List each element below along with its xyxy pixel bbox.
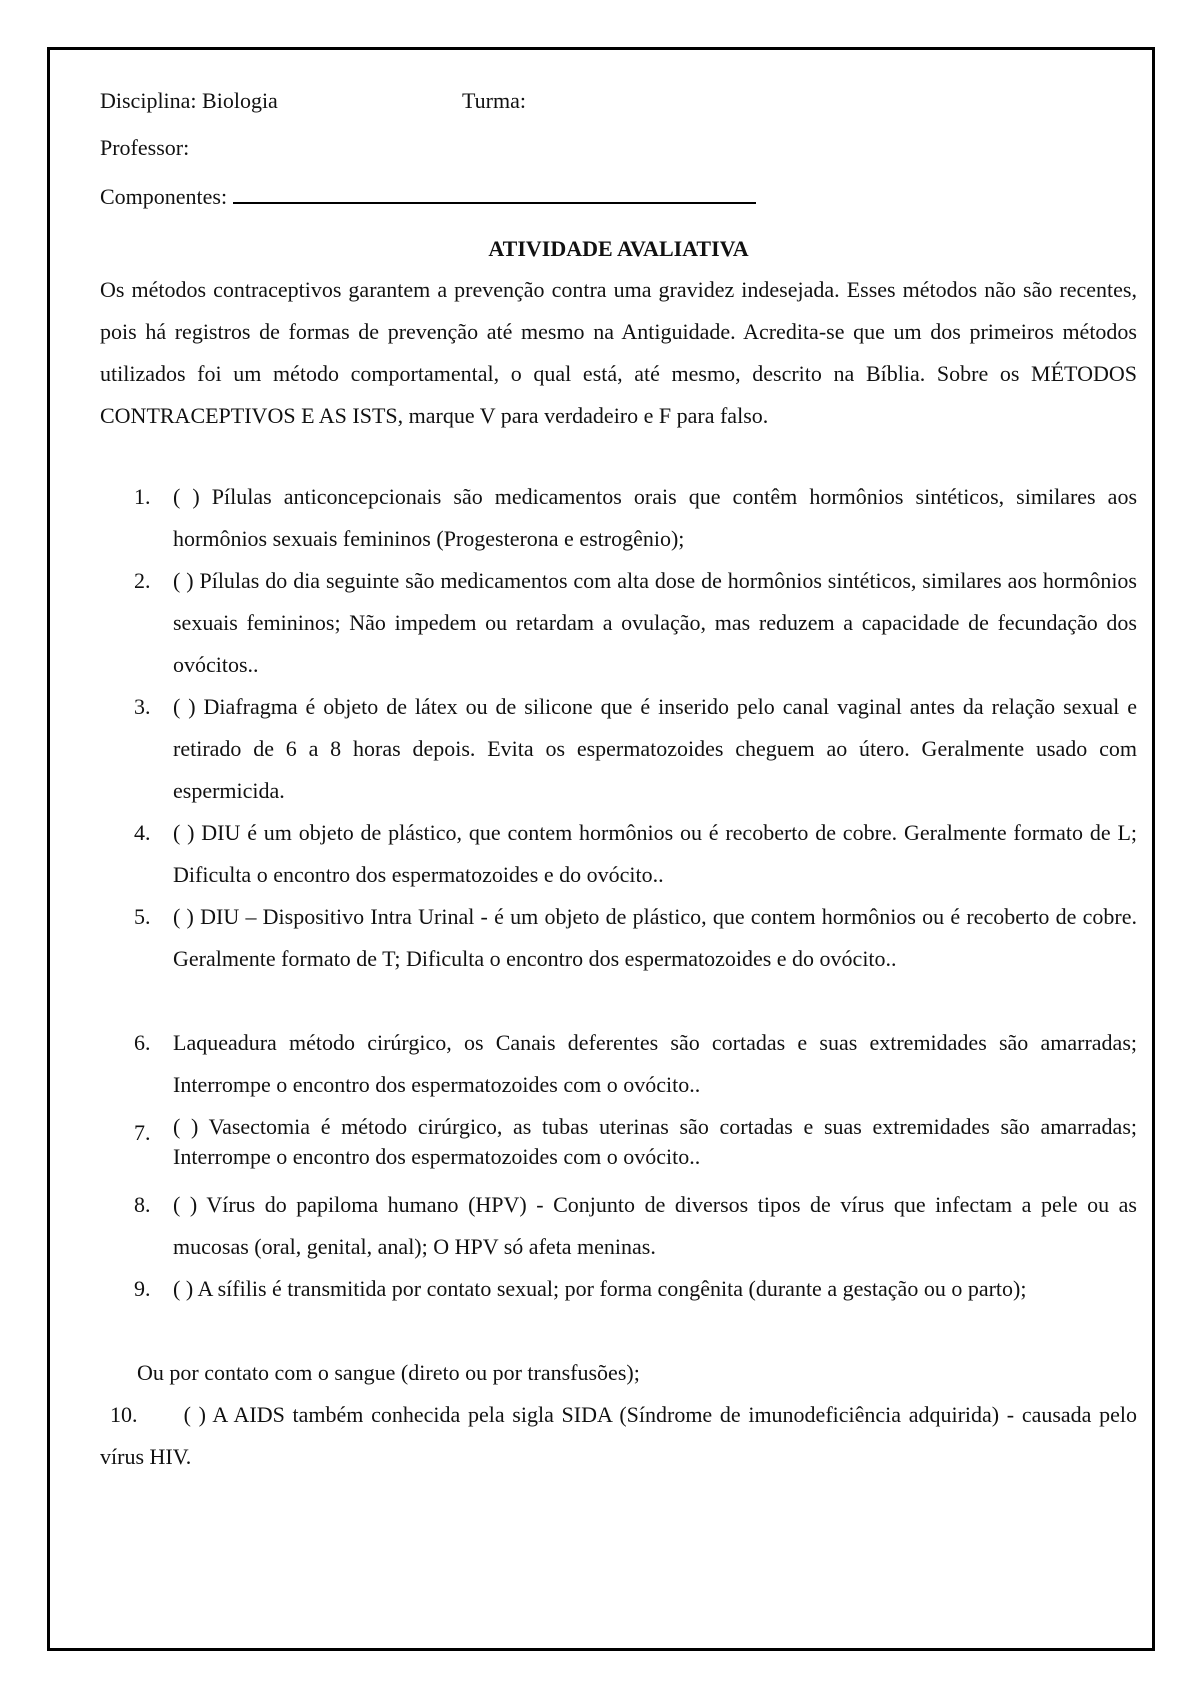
question-number: 3. bbox=[134, 694, 151, 719]
question-text: ( ) Vírus do papiloma humano (HPV) - Conjunto de diversos tipos de vírus que infectam a pele ou as mucosas (oral, genital, anal); O HPV só afeta meninas. bbox=[173, 1192, 1137, 1259]
question-number: 10. bbox=[110, 1402, 138, 1427]
professor-line bbox=[100, 133, 189, 163]
question-number: 7. bbox=[134, 1120, 151, 1145]
professor-label: Professor: bbox=[100, 135, 190, 160]
question-number: 9. bbox=[134, 1276, 151, 1301]
question-text: ( ) Pílulas anticoncepcionais são medicamentos orais que contêm hormônios sintéticos, similares aos hormônios sexuais femininos (Progesterona e estrogênio); bbox=[173, 484, 1137, 551]
question-number: 1. bbox=[134, 484, 151, 509]
question-text: Laqueadura método cirúrgico, os Canais deferentes são cortadas e suas extremidades são amarradas; Interrompe o encontro dos espermatozoides com o ovócito.. bbox=[173, 1030, 1137, 1097]
componentes-label: Componentes: bbox=[100, 184, 228, 209]
question-text: ( ) Vasectomia é método cirúrgico, as tubas uterinas são cortadas e suas extremidades são amarradas; Interrompe o encontro dos espermatozoides com o ovócito.. bbox=[173, 1114, 1137, 1169]
continuation-line: Ou por contato com o sangue (direto ou por transfusões); bbox=[137, 1360, 640, 1385]
question-text: ( ) A sífilis é transmitida por contato sexual; por forma congênita (durante a gestação ou o parto); bbox=[173, 1276, 1027, 1301]
intro-paragraph: Os métodos contraceptivos garantem a prevenção contra uma gravidez indesejada. Esses métodos não são recentes, pois há registros de formas de prevenção até mesmo na Antiguidade. Acredita-se que um dos primeiros métodos utilizados foi um método comportamental, o qual está, até mesmo, descrito na Bíblia. Sobre os MÉTODOS CONTRACEPTIVOS E AS ISTS, marque V para verdadeiro e F para falso. bbox=[100, 277, 1137, 428]
question-number: 4. bbox=[134, 820, 151, 845]
question-text: ( ) DIU – Dispositivo Intra Urinal - é um objeto de plástico, que contem hormônios ou é recoberto de cobre. Geralmente formato de T; Dificulta o encontro dos espermatozoides e do ovócito.. bbox=[173, 904, 1137, 971]
question-text: ( ) A AIDS também conhecida pela sigla SIDA (Síndrome de imunodeficiência adquirida) - causada pelo vírus HIV. bbox=[100, 1402, 1137, 1469]
componentes-line bbox=[100, 180, 756, 212]
question-number: 8. bbox=[134, 1192, 151, 1217]
componentes-blank[interactable] bbox=[233, 180, 756, 204]
question-number: 5. bbox=[134, 904, 151, 929]
disciplina-line bbox=[100, 86, 526, 116]
page-title: ATIVIDADE AVALIATIVA bbox=[488, 236, 749, 261]
question-text: ( ) DIU é um objeto de plástico, que contem hormônios ou é recoberto de cobre. Geralmente formato de L; Dificulta o encontro dos espermatozoides e do ovócito.. bbox=[173, 820, 1137, 887]
question-text: ( ) Diafragma é objeto de látex ou de silicone que é inserido pelo canal vaginal antes da relação sexual e retirado de 6 a 8 horas depois. Evita os espermatozoides cheguem ao útero. Geralmente usado com espermicida. bbox=[173, 694, 1137, 803]
question-text: ( ) Pílulas do dia seguinte são medicamentos com alta dose de hormônios sintéticos, similares aos hormônios sexuais femininos; Não impedem ou retardam a ovulação, mas reduzem a capacidade de fecundação dos ovócitos.. bbox=[173, 568, 1137, 677]
disciplina-label: Disciplina: Biologia bbox=[100, 88, 278, 113]
question-number: 2. bbox=[134, 568, 151, 593]
question-10 bbox=[100, 1394, 1137, 1478]
question-number: 6. bbox=[134, 1030, 151, 1055]
turma-label: Turma: bbox=[462, 88, 526, 113]
